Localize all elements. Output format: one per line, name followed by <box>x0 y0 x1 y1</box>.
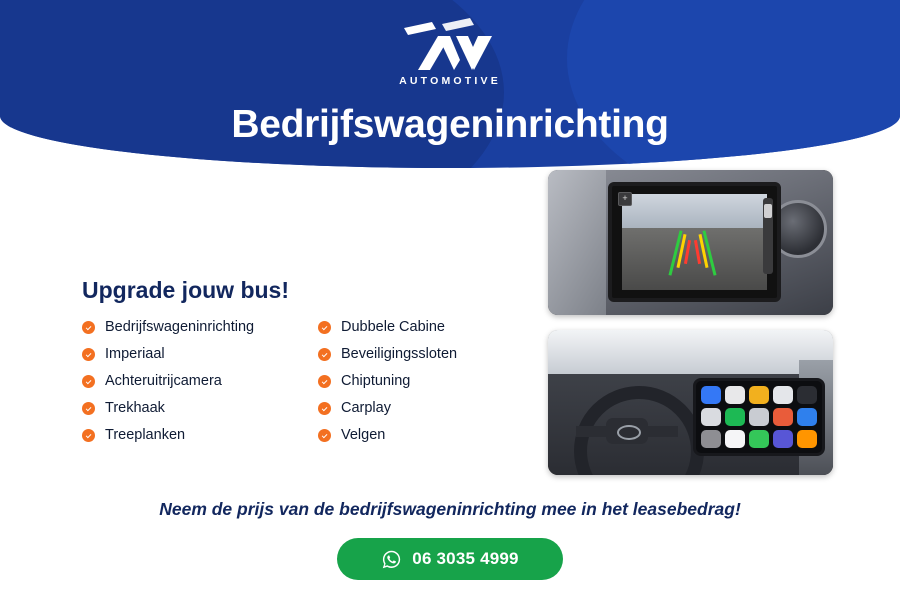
list-item <box>318 399 522 417</box>
list-item <box>82 372 286 390</box>
plus-icon: + <box>618 192 632 206</box>
list-item <box>318 426 522 444</box>
list-item <box>318 372 522 390</box>
features-column-2 <box>318 318 522 453</box>
check-circle-icon <box>82 321 95 334</box>
list-item-label: Dubbele Cabine <box>341 319 445 335</box>
av-logo-icon <box>398 18 502 74</box>
carplay-dashboard-photo <box>548 330 833 475</box>
dashboard-pillar <box>548 170 606 315</box>
list-item-label: Beveiligingssloten <box>341 346 458 362</box>
camera-screen <box>608 182 781 302</box>
whatsapp-phone-number: 06 3035 4999 <box>412 549 519 568</box>
check-circle-icon <box>318 429 331 442</box>
list-item-label: Carplay <box>341 400 391 416</box>
check-circle-icon <box>318 321 331 334</box>
list-item-label: Trekhaak <box>105 400 165 416</box>
list-item-label: Chiptuning <box>341 373 411 389</box>
list-item <box>82 318 286 336</box>
check-circle-icon <box>318 375 331 388</box>
check-circle-icon <box>82 429 95 442</box>
features-columns <box>82 318 522 453</box>
list-item-label: Imperiaal <box>105 346 165 362</box>
check-circle-icon <box>82 375 95 388</box>
list-item <box>318 318 522 336</box>
brand-logo-subtitle: AUTOMOTIVE <box>399 75 501 87</box>
check-circle-icon <box>318 402 331 415</box>
whatsapp-icon <box>381 549 402 570</box>
whatsapp-contact-button[interactable] <box>337 538 563 580</box>
page-title: Bedrijfswageninrichting <box>231 103 669 146</box>
features-title: Upgrade jouw bus! <box>82 277 289 303</box>
list-item-label: Bedrijfswageninrichting <box>105 319 255 335</box>
list-item <box>318 345 522 363</box>
list-item-label: Velgen <box>341 427 386 443</box>
list-item <box>82 345 286 363</box>
check-circle-icon <box>82 348 95 361</box>
list-item <box>82 426 286 444</box>
check-circle-icon <box>318 348 331 361</box>
features-block <box>82 277 522 453</box>
list-item-label: Treeplanken <box>105 427 186 443</box>
infotainment-screen <box>693 378 825 456</box>
brand-logo <box>0 18 900 87</box>
reversing-camera-photo <box>548 170 833 315</box>
list-item <box>82 399 286 417</box>
lease-note: Neem de prijs van de bedrijfswageninrichting mee in het leasebedrag! <box>159 499 741 519</box>
check-circle-icon <box>82 402 95 415</box>
list-item-label: Achteruitrijcamera <box>105 373 222 389</box>
brightness-slider <box>763 198 773 274</box>
features-column-1 <box>82 318 286 453</box>
